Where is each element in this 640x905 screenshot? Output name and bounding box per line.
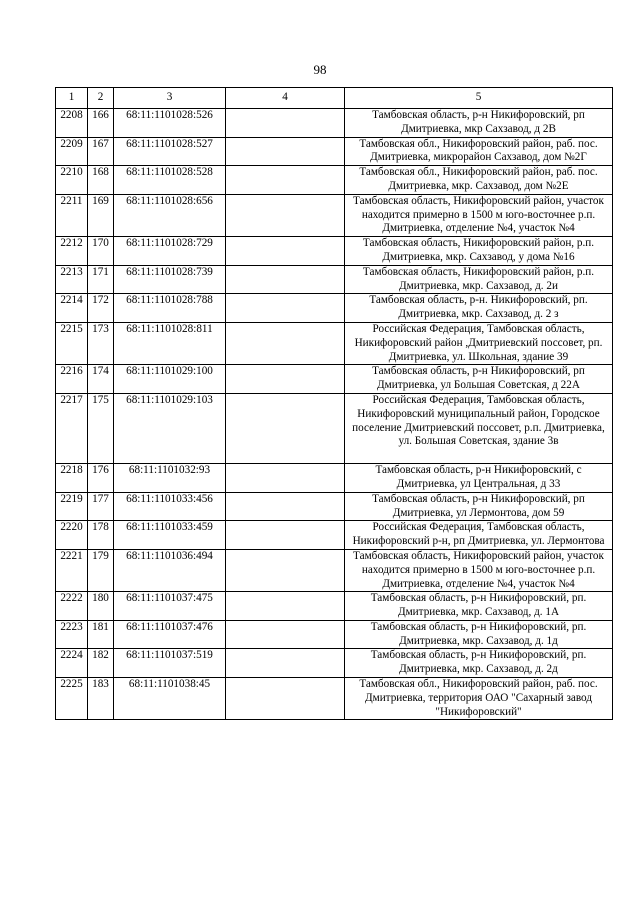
address: Тамбовская область, р-н Никифоровский, рп. Дмитриевка, мкр. Сахзавод, д. 2д <box>345 649 613 678</box>
row-number: 2218 <box>56 464 88 493</box>
table-row <box>56 194 613 236</box>
cadastral-number: 68:11:1101028:729 <box>114 237 226 266</box>
sub-number: 172 <box>88 294 114 323</box>
row-number: 2224 <box>56 649 88 678</box>
cadastral-number: 68:11:1101029:100 <box>114 365 226 394</box>
sub-number: 170 <box>88 237 114 266</box>
table-row <box>56 464 613 493</box>
table-row <box>56 678 613 720</box>
column-4-cell <box>226 464 345 493</box>
row-number: 2209 <box>56 137 88 166</box>
address: Тамбовская область, Никифоровский район, р.п. Дмитриевка, мкр. Сахзавод, у дома №16 <box>345 237 613 266</box>
sub-number: 183 <box>88 678 114 720</box>
sub-number: 179 <box>88 549 114 591</box>
table-row <box>56 265 613 294</box>
row-number: 2223 <box>56 620 88 649</box>
table-row <box>56 137 613 166</box>
sub-number: 176 <box>88 464 114 493</box>
address: Тамбовская область, р-н Никифоровский, рп Дмитриевка, ул Большая Советская, д 22А <box>345 365 613 394</box>
table-row <box>56 620 613 649</box>
row-number: 2219 <box>56 492 88 521</box>
column-header-1: 1 <box>56 88 88 109</box>
sub-number: 180 <box>88 592 114 621</box>
sub-number: 173 <box>88 322 114 364</box>
table-row <box>56 294 613 323</box>
row-number: 2213 <box>56 265 88 294</box>
cadastral-number: 68:11:1101028:739 <box>114 265 226 294</box>
sub-number: 175 <box>88 393 114 463</box>
column-4-cell <box>226 166 345 195</box>
column-4-cell <box>226 237 345 266</box>
table-row <box>56 492 613 521</box>
cadastral-number: 68:11:1101038:45 <box>114 678 226 720</box>
column-4-cell <box>226 322 345 364</box>
table-row <box>56 549 613 591</box>
cadastral-number: 68:11:1101037:476 <box>114 620 226 649</box>
table-row <box>56 109 613 138</box>
sub-number: 167 <box>88 137 114 166</box>
register-table <box>55 87 613 720</box>
column-4-cell <box>226 678 345 720</box>
cadastral-number: 68:11:1101032:93 <box>114 464 226 493</box>
address: Тамбовская обл., Никифоровский район, раб. пос. Дмитриевка, микрорайон Сахзавод, дом №2Г <box>345 137 613 166</box>
sub-number: 171 <box>88 265 114 294</box>
address: Тамбовская область, Никифоровский район, р.п. Дмитриевка, мкр. Сахзавод, д. 2и <box>345 265 613 294</box>
table-row <box>56 393 613 463</box>
address: Тамбовская область, р-н Никифоровский, рп Дмитриевка, мкр Сахзавод, д 2В <box>345 109 613 138</box>
column-header-5: 5 <box>345 88 613 109</box>
address: Российская Федерация, Тамбовская область, Никифоровский р-н, рп Дмитриевка, ул. Лермонтова <box>345 521 613 550</box>
cadastral-number: 68:11:1101037:475 <box>114 592 226 621</box>
cadastral-number: 68:11:1101033:456 <box>114 492 226 521</box>
address: Тамбовская область, р-н Никифоровский, с Дмитриевка, ул Центральная, д 33 <box>345 464 613 493</box>
sub-number: 168 <box>88 166 114 195</box>
address: Тамбовская область, р-н Никифоровский, рп. Дмитриевка, мкр. Сахзавод, д. 1д <box>345 620 613 649</box>
sub-number: 177 <box>88 492 114 521</box>
column-4-cell <box>226 492 345 521</box>
column-4-cell <box>226 521 345 550</box>
sub-number: 174 <box>88 365 114 394</box>
table-row <box>56 322 613 364</box>
address: Тамбовская область, р-н Никифоровский, рп Дмитриевка, ул Лермонтова, дом 59 <box>345 492 613 521</box>
cadastral-number: 68:11:1101033:459 <box>114 521 226 550</box>
address: Тамбовская область, р-н Никифоровский, рп. Дмитриевка, мкр. Сахзавод, д. 1А <box>345 592 613 621</box>
address: Российская Федерация, Тамбовская область, Никифоровский район ,Дмитриевский поссовет, рп. Дмитриевка, ул. Школьная, здание 39 <box>345 322 613 364</box>
column-header-3: 3 <box>114 88 226 109</box>
sub-number: 181 <box>88 620 114 649</box>
column-header-2: 2 <box>88 88 114 109</box>
row-number: 2216 <box>56 365 88 394</box>
page-number: 98 <box>313 62 327 77</box>
column-4-cell <box>226 620 345 649</box>
row-number: 2211 <box>56 194 88 236</box>
column-header-4: 4 <box>226 88 345 109</box>
address: Тамбовская область, Никифоровский район, участок находится примерно в 1500 м юго-восточнее р.п. Дмитриевка, отделение №4, участок №4 <box>345 194 613 236</box>
cadastral-number: 68:11:1101028:656 <box>114 194 226 236</box>
table-row <box>56 166 613 195</box>
cadastral-number: 68:11:1101028:527 <box>114 137 226 166</box>
address: Тамбовская область, Никифоровский район, участок находится примерно в 1500 м юго-восточнее р.п. Дмитриевка, отделение №4, участок №4 <box>345 549 613 591</box>
row-number: 2220 <box>56 521 88 550</box>
row-number: 2208 <box>56 109 88 138</box>
cadastral-number: 68:11:1101037:519 <box>114 649 226 678</box>
sub-number: 182 <box>88 649 114 678</box>
row-number: 2210 <box>56 166 88 195</box>
column-4-cell <box>226 549 345 591</box>
table-row <box>56 365 613 394</box>
table-row <box>56 521 613 550</box>
column-4-cell <box>226 137 345 166</box>
row-number: 2225 <box>56 678 88 720</box>
cadastral-number: 68:11:1101036:494 <box>114 549 226 591</box>
address: Тамбовская обл., Никифоровский район, раб. пос. Дмитриевка, мкр. Сахзавод, дом №2Е <box>345 166 613 195</box>
column-4-cell <box>226 294 345 323</box>
header-row <box>56 88 613 109</box>
cadastral-number: 68:11:1101028:811 <box>114 322 226 364</box>
address: Тамбовская область, р-н. Никифоровский, рп. Дмитриевка, мкр. Сахзавод, д. 2 з <box>345 294 613 323</box>
column-4-cell <box>226 592 345 621</box>
sub-number: 166 <box>88 109 114 138</box>
row-number: 2221 <box>56 549 88 591</box>
table-row <box>56 592 613 621</box>
cadastral-number: 68:11:1101028:528 <box>114 166 226 195</box>
column-4-cell <box>226 109 345 138</box>
cadastral-number: 68:11:1101028:788 <box>114 294 226 323</box>
cadastral-number: 68:11:1101028:526 <box>114 109 226 138</box>
column-4-cell <box>226 393 345 463</box>
row-number: 2217 <box>56 393 88 463</box>
column-4-cell <box>226 365 345 394</box>
row-number: 2215 <box>56 322 88 364</box>
address: Российская Федерация, Тамбовская область, Никифоровский муниципальный район, Городское поселение Дмитриевский поссовет, р.п. Дмитриевка, ул. Большая Советская, здание 3в <box>345 393 613 463</box>
address: Тамбовская обл., Никифоровский район, раб. пос. Дмитриевка, территория ОАО "Сахарный завод "Никифоровский" <box>345 678 613 720</box>
cadastral-number: 68:11:1101029:103 <box>114 393 226 463</box>
row-number: 2214 <box>56 294 88 323</box>
column-4-cell <box>226 194 345 236</box>
sub-number: 169 <box>88 194 114 236</box>
column-4-cell <box>226 649 345 678</box>
row-number: 2212 <box>56 237 88 266</box>
sub-number: 178 <box>88 521 114 550</box>
table-row <box>56 237 613 266</box>
column-4-cell <box>226 265 345 294</box>
row-number: 2222 <box>56 592 88 621</box>
table-row <box>56 649 613 678</box>
